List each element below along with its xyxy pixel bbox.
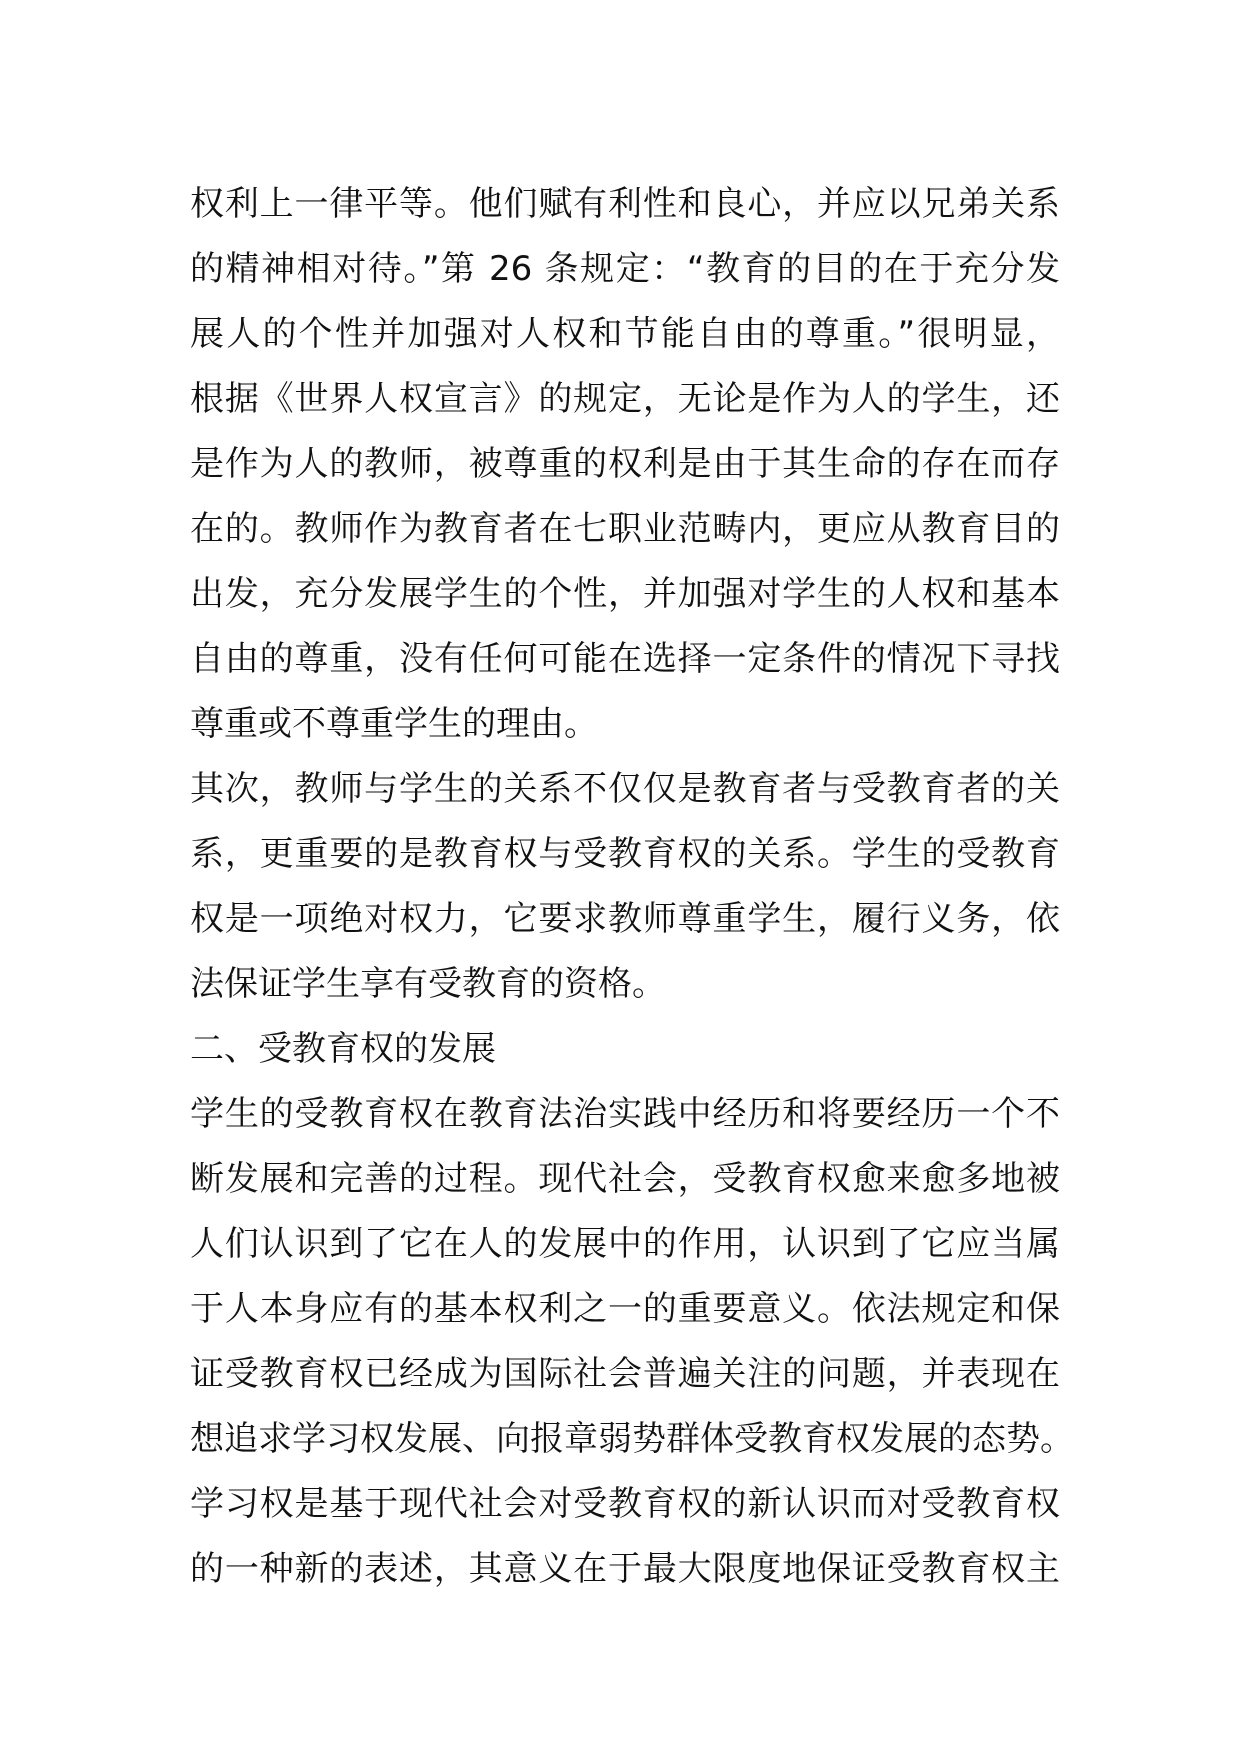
text-line: 出发，充分发展学生的个性，并加强对学生的人权和基本 — [190, 574, 1060, 614]
text-line: 的精神相对待。”第 26 条规定：“教育的目的在于充分发 — [190, 249, 1060, 289]
body-text — [190, 172, 1074, 1602]
text-line: 想追求学习权发展、向报章弱势群体受教育权发展的态势。 — [190, 1419, 1074, 1459]
section-heading: 二、受教育权的发展 — [190, 1029, 496, 1069]
text-line: 自由的尊重，没有任何可能在选择一定条件的情况下寻找 — [190, 639, 1060, 679]
text-line: 于人本身应有的基本权利之一的重要意义。依法规定和保 — [190, 1289, 1060, 1329]
text-line: 法保证学生享有受教育的资格。 — [190, 964, 666, 1004]
text-line: 在的。教师作为教育者在七职业范畴内，更应从教育目的 — [190, 509, 1060, 549]
text-line: 断发展和完善的过程。现代社会，受教育权愈来愈多地被 — [190, 1159, 1060, 1199]
text-line: 的一种新的表述，其意义在于最大限度地保证受教育权主 — [190, 1549, 1060, 1589]
text-line: 学生的受教育权在教育法治实践中经历和将要经历一个不 — [190, 1094, 1060, 1134]
text-line: 人们认识到了它在人的发展中的作用，认识到了它应当属 — [190, 1224, 1060, 1264]
text-line: 根据《世界人权宣言》的规定，无论是作为人的学生，还 — [190, 379, 1060, 419]
text-line: 权是一项绝对权力，它要求教师尊重学生，履行义务，依 — [190, 899, 1060, 939]
text-line: 学习权是基于现代社会对受教育权的新认识而对受教育权 — [190, 1484, 1060, 1524]
text-line: 展人的个性并加强对人权和节能自由的尊重。”很明显， — [190, 314, 1060, 354]
text-line: 尊重或不尊重学生的理由。 — [190, 704, 598, 744]
text-line: 系，更重要的是教育权与受教育权的关系。学生的受教育 — [190, 834, 1060, 874]
text-line: 其次，教师与学生的关系不仅仅是教育者与受教育者的关 — [190, 769, 1060, 809]
text-line: 权利上一律平等。他们赋有利性和良心，并应以兄弟关系 — [190, 184, 1060, 224]
text-line: 证受教育权已经成为国际社会普遍关注的问题，并表现在 — [190, 1354, 1060, 1394]
text-line: 是作为人的教师，被尊重的权利是由于其生命的存在而存 — [190, 444, 1060, 484]
